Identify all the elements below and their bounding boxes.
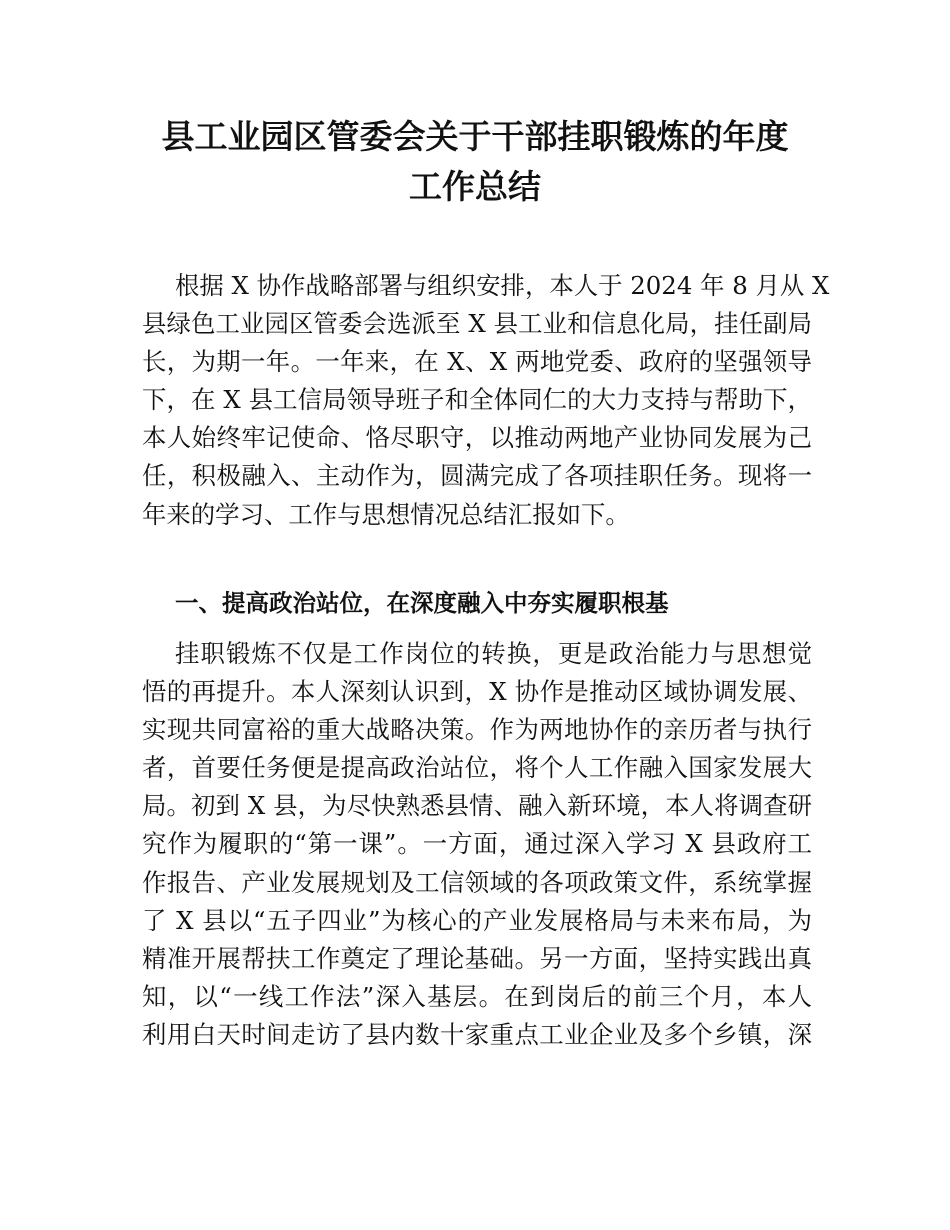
- paragraph-line: 根据 X 协作战略部署与组织安排，本人于 2024 年 8 月从 X: [175, 271, 830, 300]
- document-title: [100, 112, 850, 212]
- title-line-2: 工作总结: [409, 167, 541, 206]
- paragraph-line: 作报告、产业发展规划及工信领域的各项政策文件，系统掌握: [142, 867, 812, 897]
- paragraph-line: 精准开展帮扶工作奠定了理论基础。另一方面，坚持实践出真: [142, 943, 812, 973]
- paragraph-line: 悟的再提升。本人深刻认识到，X 协作是推动区域协调发展、: [142, 677, 812, 707]
- paragraph-line: 长，为期一年。一年来，在 X、X 两地党委、政府的坚强领导: [142, 347, 812, 377]
- paragraph-line: 年来的学习、工作与思想情况总结汇报如下。: [142, 499, 630, 529]
- paragraph-intro: [142, 267, 830, 534]
- paragraph-line: 了 X 县以“五子四业”为核心的产业发展格局与未来布局，为: [142, 905, 812, 935]
- paragraph-line: 究作为履职的“第一课”。一方面，通过深入学习 X 县政府工: [142, 829, 812, 859]
- paragraph-line: 本人始终牢记使命、恪尽职守，以推动两地产业协同发展为己: [142, 423, 812, 453]
- paragraph-line: 者，首要任务便是提高政治站位，将个人工作融入国家发展大: [142, 753, 812, 783]
- paragraph-line: 县绿色工业园区管委会选派至 X 县工业和信息化局，挂任副局: [142, 309, 812, 339]
- paragraph-line: 局。初到 X 县，为尽快熟悉县情、融入新环境，本人将调查研: [142, 791, 812, 821]
- paragraph-line: 实现共同富裕的重大战略决策。作为两地协作的亲历者与执行: [142, 715, 812, 745]
- paragraph-line: 利用白天时间走访了县内数十家重点工业企业及多个乡镇，深: [142, 1019, 812, 1049]
- paragraph-section-1: [142, 635, 812, 1054]
- section-heading-1: 一、提高政治站位，在深度融入中夯实履职根基: [175, 589, 669, 617]
- paragraph-line: 下，在 X 县工信局领导班子和全体同仁的大力支持与帮助下，: [142, 385, 812, 415]
- paragraph-line: 知，以“一线工作法”深入基层。在到岗后的前三个月，本人: [142, 981, 812, 1011]
- title-line-1: 县工业园区管委会关于干部挂职锻炼的年度: [161, 117, 789, 156]
- paragraph-line: 挂职锻炼不仅是工作岗位的转换，更是政治能力与思想觉: [175, 639, 812, 668]
- paragraph-line: 任，积极融入、主动作为，圆满完成了各项挂职任务。现将一: [142, 461, 812, 491]
